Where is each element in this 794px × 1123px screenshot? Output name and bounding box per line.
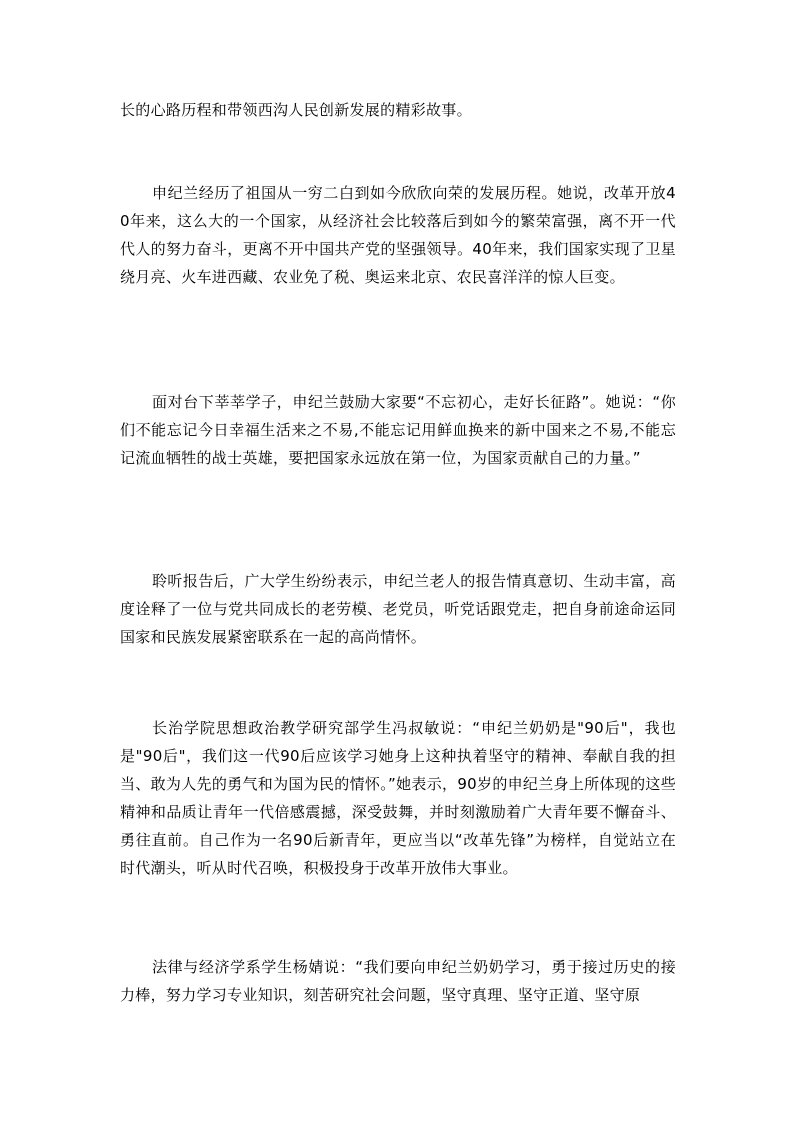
paragraph-continuation: 长的心路历程和带领西沟人民创新发展的精彩故事。 xyxy=(120,101,472,119)
paragraph-encouragement-quote: 面对台下莘莘学子，申纪兰鼓励大家要“不忘初心，走好长征路”。她说：“你们不能忘记今日幸福生活来之不易,不能忘记用鲜血换来的新中国来之不易,不能忘记流血牺牲的战士英雄，要把国家永远放在第一位，为国家贡献自己的力量。” xyxy=(120,393,676,467)
paragraph-student-reactions: 聆听报告后，广大学生纷纷表示，申纪兰老人的报告情真意切、生动丰富，高度诠释了一位与党共同成长的老劳模、老党员，听党话跟党走，把自身前途命运同国家和民族发展紧密联系在一起的高尚情怀。 xyxy=(120,572,676,646)
paragraph-student-yang-jing: 法律与经济学系学生杨婧说：“我们要向申纪兰奶奶学习，勇于接过历史的接力棒，努力学习专业知识，刻苦研究社会问题，坚守真理、坚守正道、坚守原 xyxy=(120,958,676,1004)
paragraph-development-history: 申纪兰经历了祖国从一穷二白到如今欣欣向荣的发展历程。她说，改革开放40年来，这么大的一个国家，从经济社会比较落后到如今的繁荣富强，离不开一代代人的努力奋斗，更离不开中国共产党的坚强领导。40年来，我们国家实现了卫星绕月亮、火车进西藏、农业免了税、奥运来北京、农民喜洋洋的惊人巨变。 xyxy=(120,184,676,286)
paragraph-student-feng-shumin: 长治学院思想政治教学研究部学生冯叔敏说：“申纪兰奶奶是"90后"，我也是"90后"，我们这一代90后应该学习她身上这种执着坚守的精神、奉献自我的担当、敢为人先的勇气和为国为民的情怀。”她表示，90岁的申纪兰身上所体现的这些精神和品质让青年一代倍感震撼，深受鼓舞，并时刻激励着广大青年要不懈奋斗、勇往直前。自己作为一名90后新青年，更应当以“改革先锋”为榜样，自觉站立在时代潮头，听从时代召唤，积极投身于改革开放伟大事业。 xyxy=(120,719,676,877)
